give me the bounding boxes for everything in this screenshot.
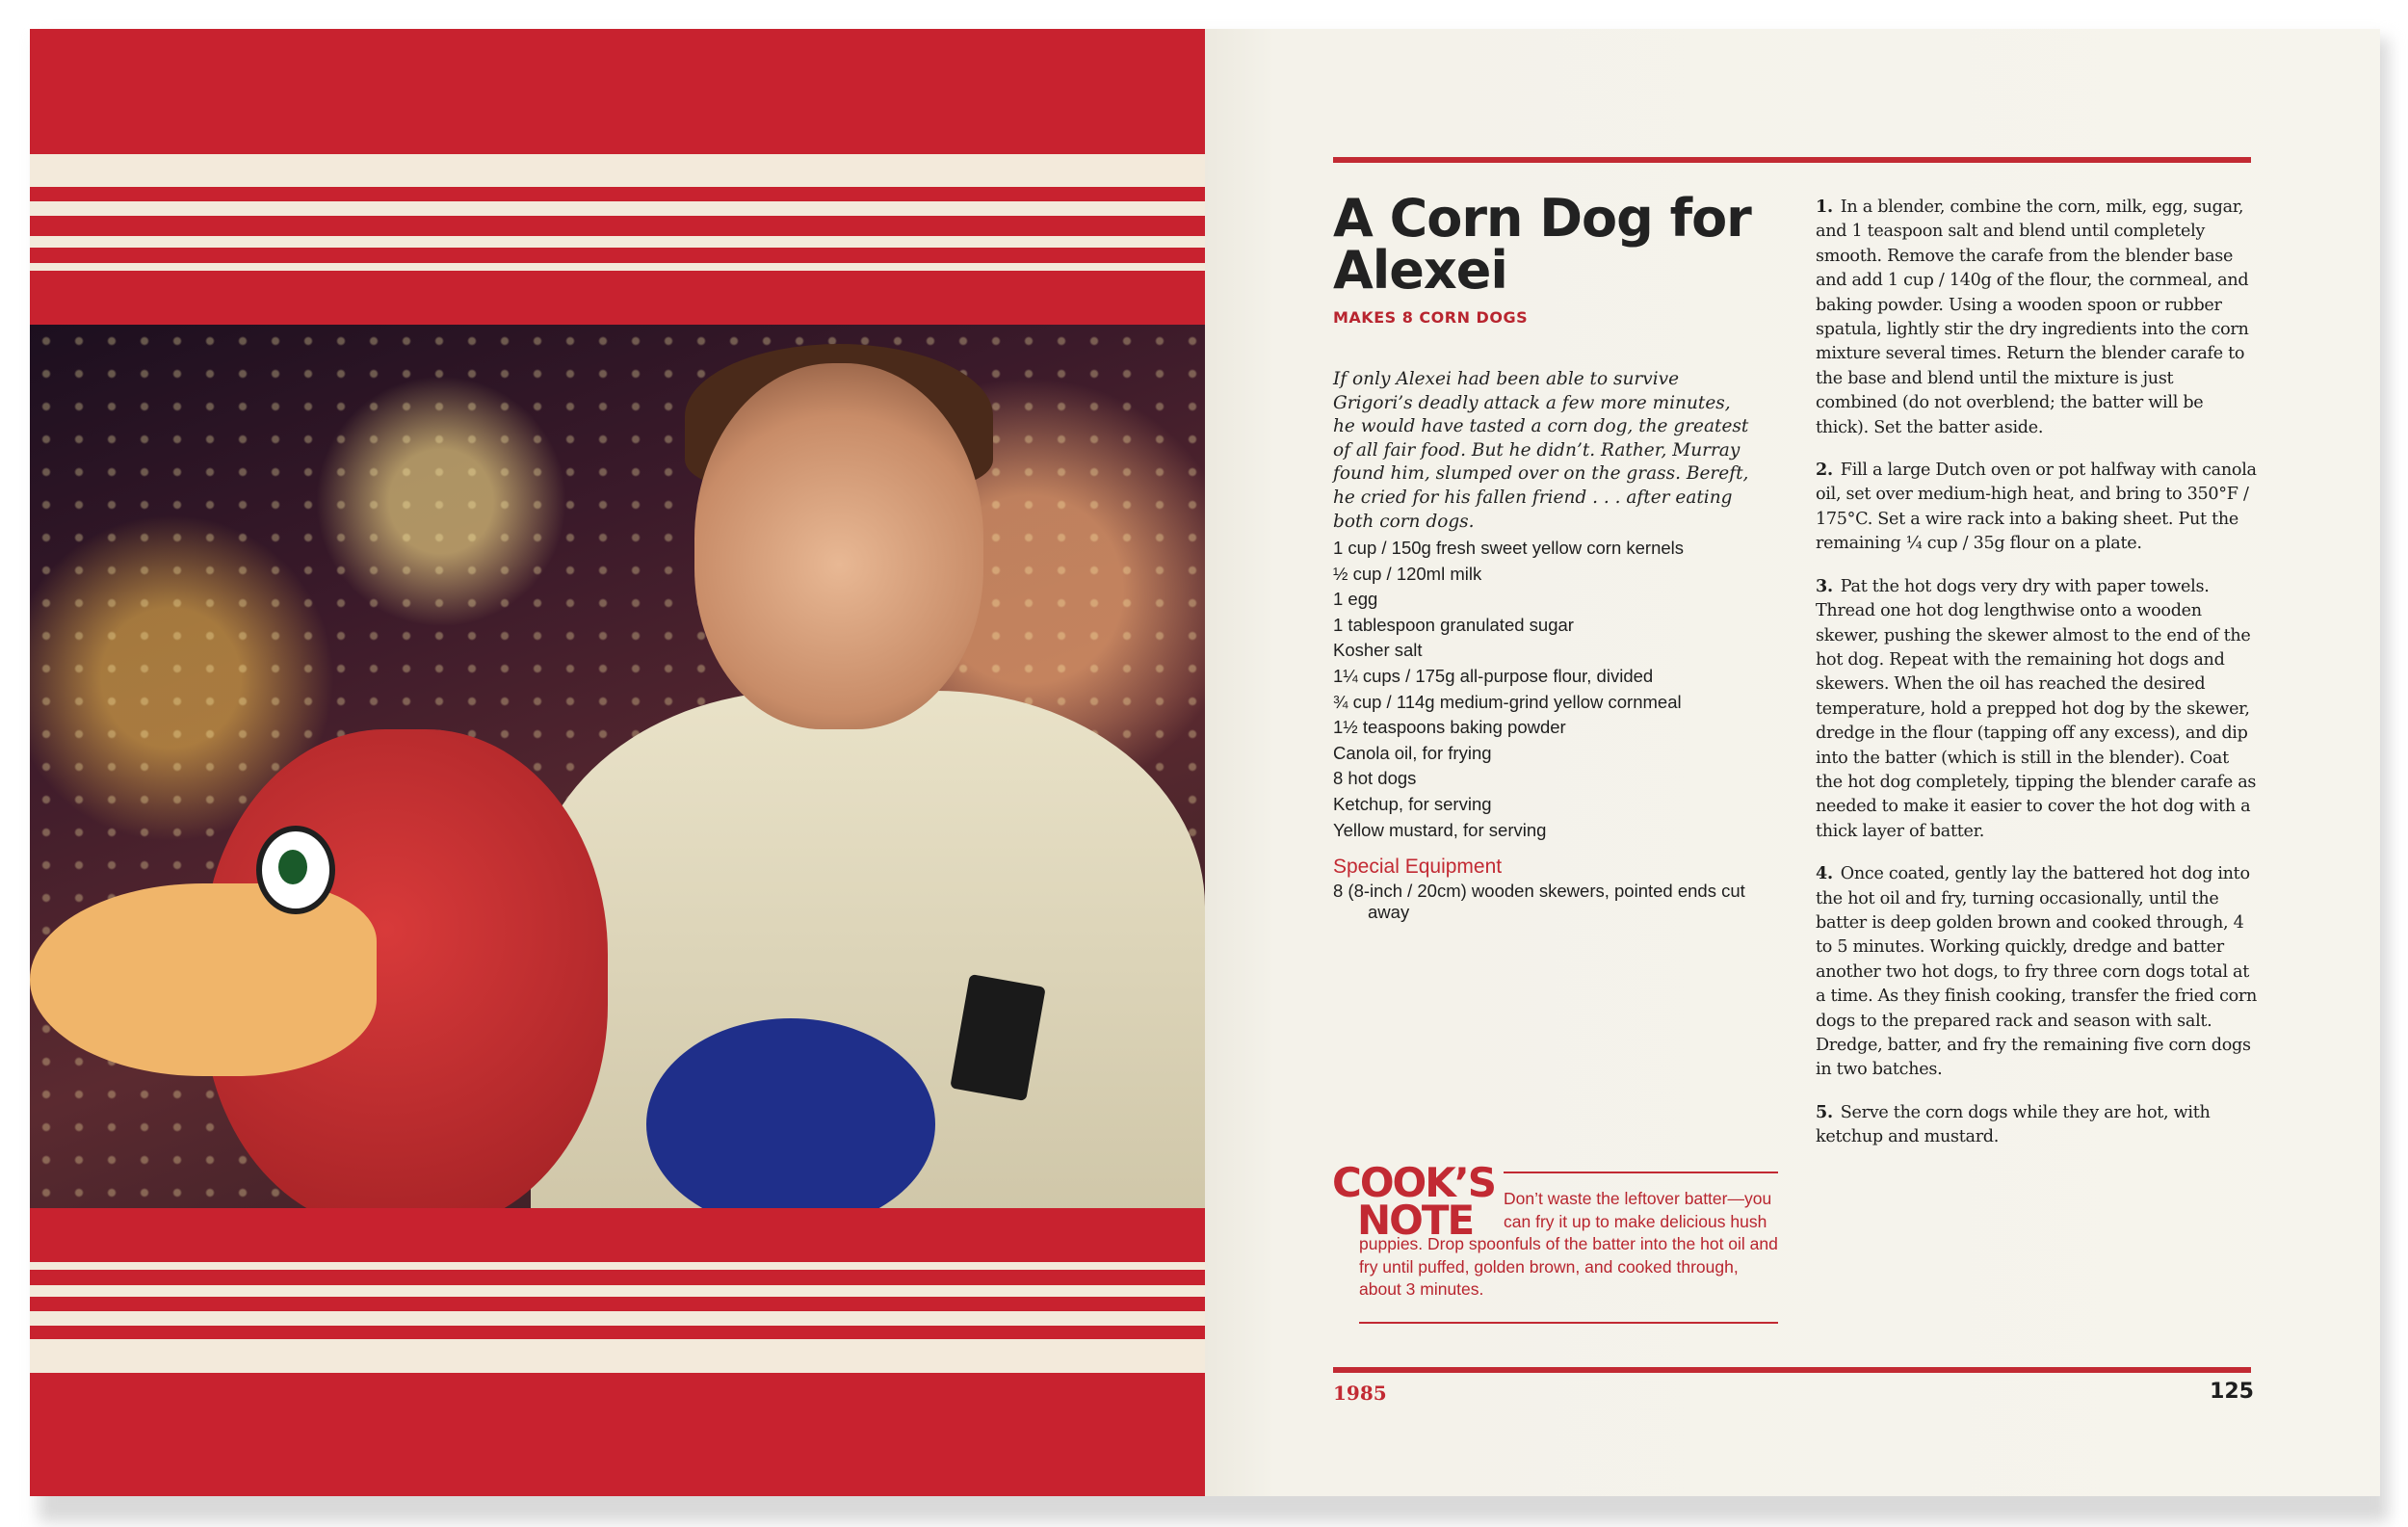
ingredient-item: 1 egg [1333, 589, 1378, 610]
step-number: 3. [1816, 575, 1833, 596]
stripe-band [30, 1311, 1205, 1326]
bottom-rule [1333, 1367, 2251, 1373]
ingredient-item: ½ cup / 120ml milk [1333, 563, 1482, 584]
ingredient-item: 8 hot dogs [1333, 768, 1417, 789]
method-step [1816, 574, 2259, 844]
method-step [1816, 458, 2259, 557]
recipe-title: A Corn Dog for Alexei [1333, 188, 1751, 301]
step-number: 2. [1816, 460, 1833, 481]
equipment-item: 8 (8-inch / 20cm) wooden skewers, pointed ends cut away [1333, 881, 1745, 922]
ingredient-item: 1 cup / 150g fresh sweet yellow corn kernels [1333, 538, 1685, 558]
cooks-note-logo-line1: COOK’S [1332, 1159, 1495, 1206]
step-text: Once coated, gently lay the battered hot dog into the hot oil and fry, turning occasionally, until the batter is deep golden brown and cooked through, 4 to 5 minutes. Working quickly, dredge and batter another two hot dogs, to fry three corn dogs total at a time. As they finish cooking, transfer the fried corn dogs to the prepared rack and season with salt. Dredge, batter, and fry the remaining five corn dogs in two batches. [1816, 864, 2258, 1080]
cooks-note-logo-line2: NOTE [1357, 1197, 1474, 1244]
method-step [1816, 195, 2259, 440]
fair-photo [30, 325, 1205, 1208]
ingredient-list [1333, 536, 1776, 843]
stripe-band [30, 236, 1205, 248]
ingredient-item: Ketchup, for serving [1333, 793, 1492, 814]
method-steps [1816, 195, 2259, 1168]
step-text: Pat the hot dogs very dry with paper towels. Thread one hot dog lengthwise onto a wooden skewer, pushing the skewer almost to the end of the hot dog. Repeat with the remaining hot dogs and skewers. When the oil has reached the desired temperature, hold a prepped hot dog by the skewer, dredge in the flour (tapping off any excess), and dip into the batter (which is still in the blender). Coat the hot dog completely, tipping the blender carafe as needed to make it easier to cover the hot dog with a thick layer of batter. [1816, 576, 2257, 841]
ingredient-item: Kosher salt [1333, 640, 1423, 661]
step-text: Serve the corn dogs while they are hot, with ketchup and mustard. [1816, 1102, 2211, 1147]
ingredient-item: 1 tablespoon granulated sugar [1333, 614, 1574, 635]
stripe-band [30, 1285, 1205, 1297]
stripe-band [30, 263, 1205, 271]
recipe-yield: MAKES 8 CORN DOGS [1333, 308, 1529, 327]
cooks-note-text: Don’t waste the leftover batter—you can fry it up to make delicious hush puppies. Drop spoonfuls of the batter into the hot oil and fry until puffed, golden brown, and cooked through, about 3 minutes. [1359, 1189, 1778, 1299]
person-head [694, 363, 983, 729]
stripe-band [30, 1339, 1205, 1373]
recipe-intro: If only Alexei had been able to survive Grigori’s deadly attack a few more minutes, he would have tasted a corn dog, the greatest of all fair food. But he didn’t. Rather, Murray found him, slumped over on the grass. Bereft, he cried for his fallen friend . . . after eating both corn dogs. [1333, 369, 1749, 532]
stripe-band [30, 154, 1205, 187]
step-text: Fill a large Dutch oven or pot halfway with canola oil, set over medium-high heat, and bring to 350°F / 175°C. Set a wire rack into a baking sheet. Put the remaining ¼ cup / 35g flour on a plate. [1816, 461, 2257, 554]
plush-bird-beak [30, 883, 377, 1076]
step-number: 5. [1816, 1101, 1833, 1122]
ingredient-item: 1½ teaspoons baking powder [1333, 717, 1566, 738]
stripe-band [30, 1262, 1205, 1270]
step-number: 1. [1816, 197, 1833, 217]
plush-bird-pupil [278, 850, 307, 884]
right-page [1205, 29, 2380, 1496]
ingredient-item: ¾ cup / 114g medium-grind yellow cornmeal [1333, 691, 1682, 712]
equipment-heading: Special Equipment [1333, 856, 1503, 878]
step-number: 4. [1816, 863, 1833, 884]
stripe-band [30, 201, 1205, 216]
footer-year: 1985 [1333, 1382, 1387, 1405]
page-number: 125 [2210, 1380, 2254, 1404]
ingredient-item: 1¼ cups / 175g all-purpose flour, divided [1333, 665, 1654, 686]
left-page [30, 29, 1205, 1496]
top-rule [1333, 157, 2251, 163]
method-step [1816, 1100, 2259, 1150]
ingredient-item: Canola oil, for frying [1333, 742, 1492, 763]
ingredient-item: Yellow mustard, for serving [1333, 819, 1547, 840]
cooks-note-top-rule [1504, 1172, 1778, 1173]
method-step [1816, 861, 2259, 1083]
step-text: In a blender, combine the corn, milk, egg, sugar, and 1 teaspoon salt and blend until completely smooth. Remove the carafe from the blender base and add 1 cup / 140g of the flour, the cornmeal, and baking powder. Using a wooden spoon or rubber spatula, lightly stir the dry ingredients into the corn mixture several times. Return the blender carafe to the base and blend until the mixture is just combined (do not overblend; the batter will be thick). Set the batter aside. [1816, 197, 2249, 437]
cooks-note-bottom-rule [1359, 1322, 1778, 1324]
